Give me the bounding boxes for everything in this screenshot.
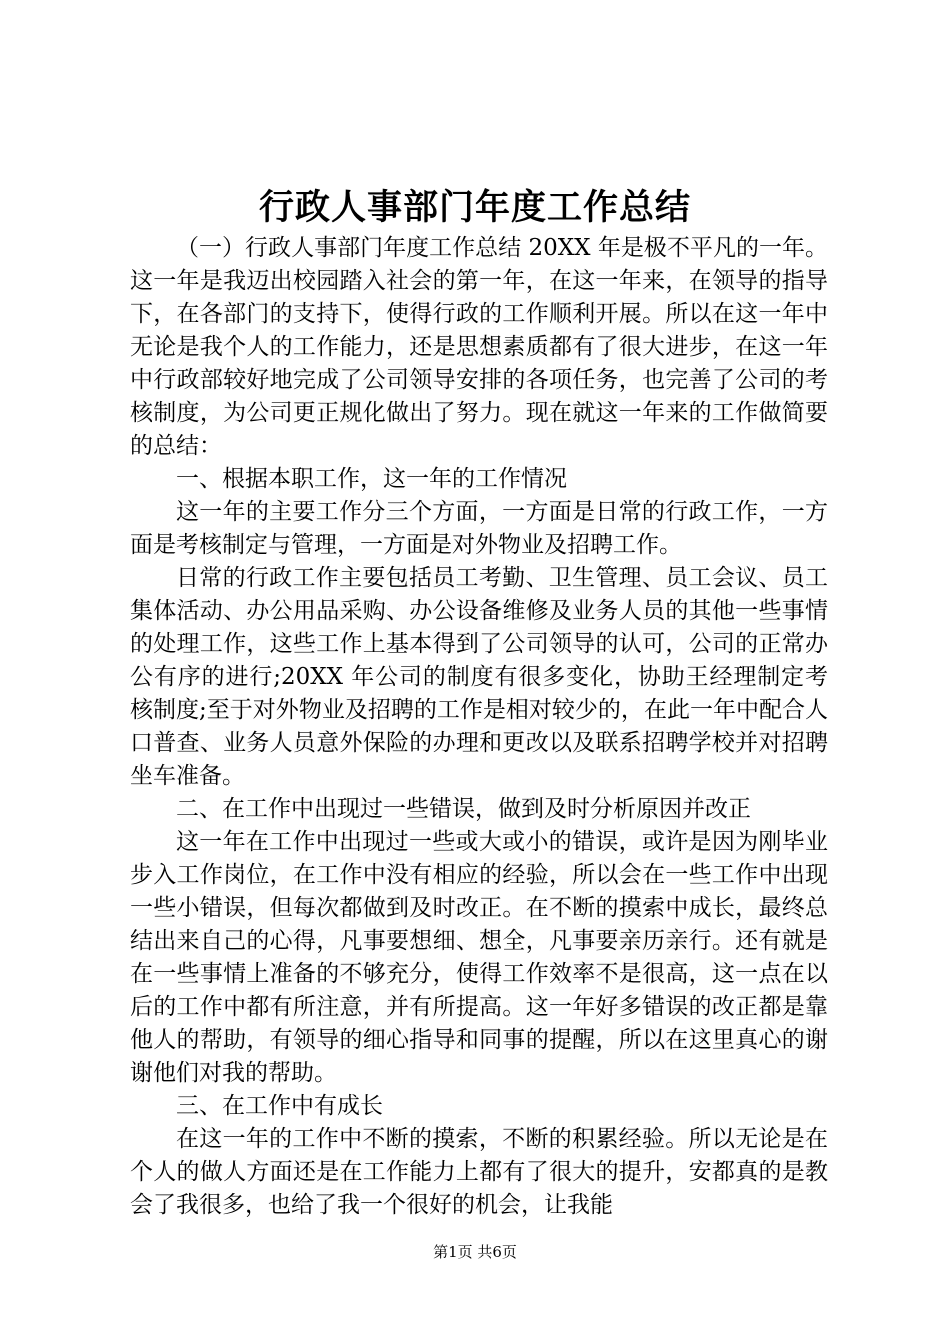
section-heading-1: 一、根据本职工作，这一年的工作情况 (176, 466, 567, 492)
paragraph-mistakes: 这一年在工作中出现过一些或大或小的错误，或许是因为刚毕业步入工作岗位，在工作中没有相应的经验，所以会在一些工作中出现一些小错误，但每次都做到及时改正。在不断的摸索中成长，最终总结出来自己的心得，凡事要想细、想全，凡事要亲历亲行。还有就是在一些事情上准备的不够充分，使得工作效率不是很高，这一点在以后的工作中都有所注意，并有所提高。这一年好多错误的改正都是靠他人的帮助，有领导的细心指导和同事的提醒，所以在这里真心的谢谢他们对我的帮助。 (130, 829, 828, 1086)
paragraph-work-overview: 这一年的主要工作分三个方面，一方面是日常的行政工作，一方面是考核制定与管理，一方面是对外物业及招聘工作。 (130, 499, 828, 558)
paragraph-daily-admin: 日常的行政工作主要包括员工考勤、卫生管理、员工会议、员工集体活动、办公用品采购、办公设备维修及业务人员的其他一些事情的处理工作，这些工作上基本得到了公司领导的认可，公司的正常办公有序的进行;20XX 年公司的制度有很多变化，协助王经理制定考核制度;至于对外物业及招聘的工作是相对较少的，在此一年中配合人口普查、业务人员意外保险的办理和更改以及联系招聘学校并对招聘坐车准备。 (130, 565, 828, 789)
section-heading-3: 三、在工作中有成长 (176, 1093, 383, 1119)
page-footer: 第1页 共6页 (433, 1243, 517, 1261)
section-heading-2: 二、在工作中出现过一些错误，做到及时分析原因并改正 (176, 796, 751, 822)
paragraph-intro: （一）行政人事部门年度工作总结 20XX 年是极不平凡的一年。这一年是我迈出校园踏入社会的第一年，在这一年来，在领导的指导下，在各部门的支持下，使得行政的工作顺利开展。所以在这一年中无论是我个人的工作能力，还是思想素质都有了很大进步，在这一年中行政部较好地完成了公司领导安排的各项任务，也完善了公司的考核制度，为公司更正规化做出了努力。现在就这一年来的工作做简要的总结： (130, 235, 828, 459)
document-title: 行政人事部门年度工作总结 (258, 187, 691, 228)
document-body (130, 232, 828, 1222)
paragraph-growth: 在这一年的工作中不断的摸索，不断的积累经验。所以无论是在个人的做人方面还是在工作能力上都有了很大的提升，安都真的是教会了我很多，也给了我一个很好的机会，让我能 (130, 1126, 828, 1218)
